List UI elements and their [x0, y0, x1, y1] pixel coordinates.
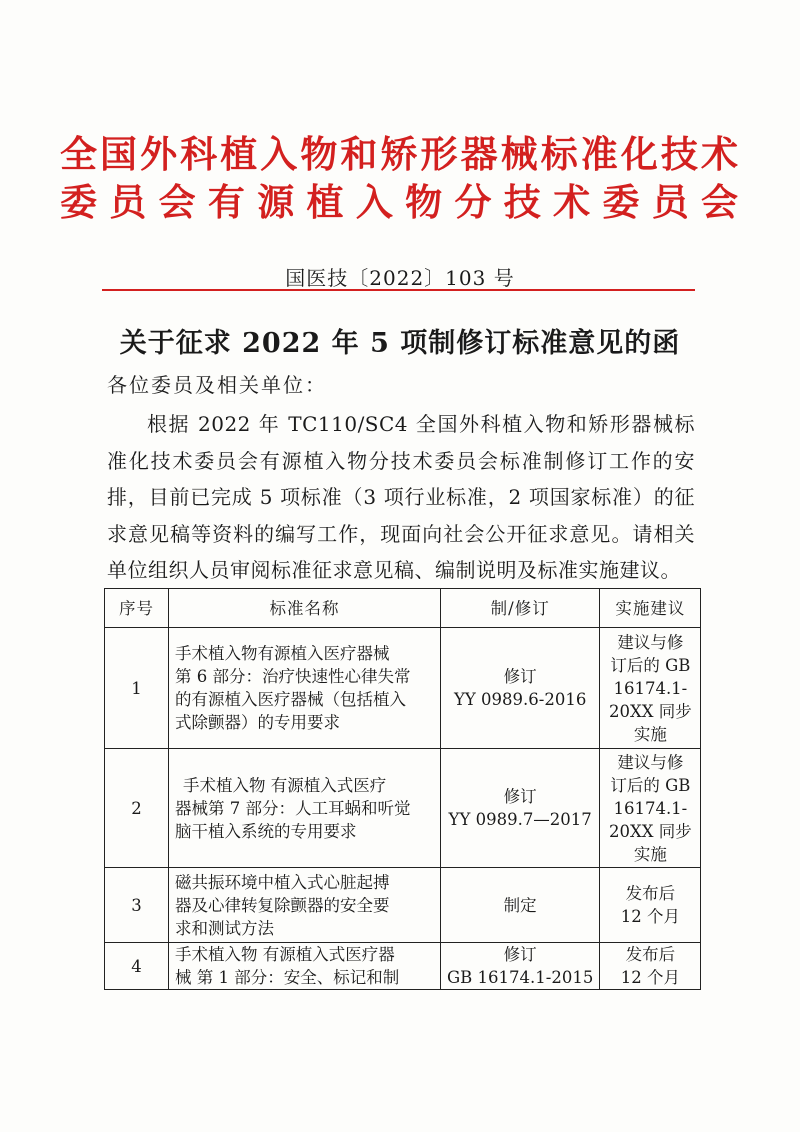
table-row: [105, 628, 701, 749]
row-revision-type: [441, 943, 600, 990]
header-standard-name: 标准名称: [169, 589, 441, 628]
impl-line: 20XX 同步: [608, 701, 692, 721]
row-standard-name: [169, 943, 441, 990]
table-header-row: [105, 589, 701, 628]
row-standard-name: [169, 628, 441, 749]
standards-table: [104, 588, 701, 990]
header-revision-type: 制/修订: [441, 589, 600, 628]
name-line: 械 第 1 部分：安全、标记和制: [175, 968, 400, 987]
impl-line: 建议与修: [617, 752, 684, 772]
name-line: 器及心律转复除颤器的安全要: [175, 895, 390, 915]
table-row: [105, 943, 701, 990]
name-line: 求和测试方法: [175, 918, 274, 938]
row-implementation: [600, 628, 701, 749]
impl-line: 订后的 GB: [610, 655, 691, 675]
impl-line: 订后的 GB: [610, 775, 691, 795]
row-serial-no: 1: [105, 628, 169, 749]
impl-line: 16174.1-: [613, 798, 688, 818]
name-line: 手术植入物 有源植入式医疗器: [175, 945, 395, 964]
row-serial-no: 4: [105, 943, 169, 990]
impl-line: 发布后: [625, 884, 676, 903]
body-paragraph: 根据 2022 年 TC110/SC4 全国外科植入物和矫形器械标准化技术委员会有源植入物分技术委员会标准制修订工作的安排，目前已完成 5 项标准（3 项行业标准，2 项国家标准）的征求意见稿等资料的编写工作，现面向社会公开征求意见。请相关单位组织人员审阅标准征求意见稿、编制说明及标准实施建议。: [107, 412, 695, 582]
header-implementation: 实施建议: [600, 589, 701, 628]
row-implementation: [600, 943, 701, 990]
row-revision-type: [441, 868, 600, 943]
table-row: [105, 749, 701, 868]
name-line: 手术植入物 有源植入式医疗: [183, 775, 387, 795]
type-line: YY 0989.6-2016: [454, 690, 587, 709]
row-standard-name: [169, 749, 441, 868]
row-revision-type: [441, 628, 600, 749]
impl-line: 12 个月: [620, 968, 680, 987]
type-line: GB 16174.1-2015: [447, 968, 594, 987]
row-standard-name: [169, 868, 441, 943]
red-divider-line: [102, 289, 695, 291]
row-implementation: [600, 749, 701, 868]
impl-line: 实施: [633, 844, 667, 864]
name-line: 的有源植入医疗器械（包括植入: [175, 690, 406, 709]
name-line: 第 6 部分：治疗快速性心律失常: [175, 667, 411, 686]
impl-line: 发布后: [625, 945, 676, 964]
impl-line: 16174.1-: [613, 678, 688, 698]
row-revision-type: [441, 749, 600, 868]
impl-line: 20XX 同步: [608, 821, 692, 841]
name-line: 手术植入物有源植入医疗器械: [175, 644, 390, 663]
header-serial-no: 序号: [105, 589, 169, 628]
impl-line: 建议与修: [617, 632, 684, 652]
type-line: 制定: [503, 895, 537, 915]
name-line: 脑干植入系统的专用要求: [175, 821, 357, 841]
type-line: 修订: [503, 945, 537, 964]
row-serial-no: 3: [105, 868, 169, 943]
letter-title: 关于征求 2022 年 5 项制修订标准意见的函: [119, 328, 681, 359]
row-serial-no: 2: [105, 749, 169, 868]
impl-line: 实施: [633, 724, 667, 744]
org-title-line-2: 委员会有源植入物分技术委员会: [60, 181, 740, 224]
table-row: [105, 868, 701, 943]
name-line: 磁共振环境中植入式心脏起搏: [175, 872, 390, 892]
document-number: 国医技〔2022〕103 号: [285, 266, 515, 290]
name-line: 器械第 7 部分：人工耳蜗和听觉: [175, 798, 411, 818]
type-line: 修订: [503, 787, 537, 806]
name-line: 式除颤器）的专用要求: [175, 713, 340, 732]
row-implementation: [600, 868, 701, 943]
salutation: 各位委员及相关单位：: [107, 373, 327, 397]
org-title-line-1: 全国外科植入物和矫形器械标准化技术: [60, 133, 740, 176]
impl-line: 12 个月: [620, 907, 680, 926]
type-line: YY 0989.7—2017: [448, 810, 592, 829]
type-line: 修订: [503, 667, 537, 686]
